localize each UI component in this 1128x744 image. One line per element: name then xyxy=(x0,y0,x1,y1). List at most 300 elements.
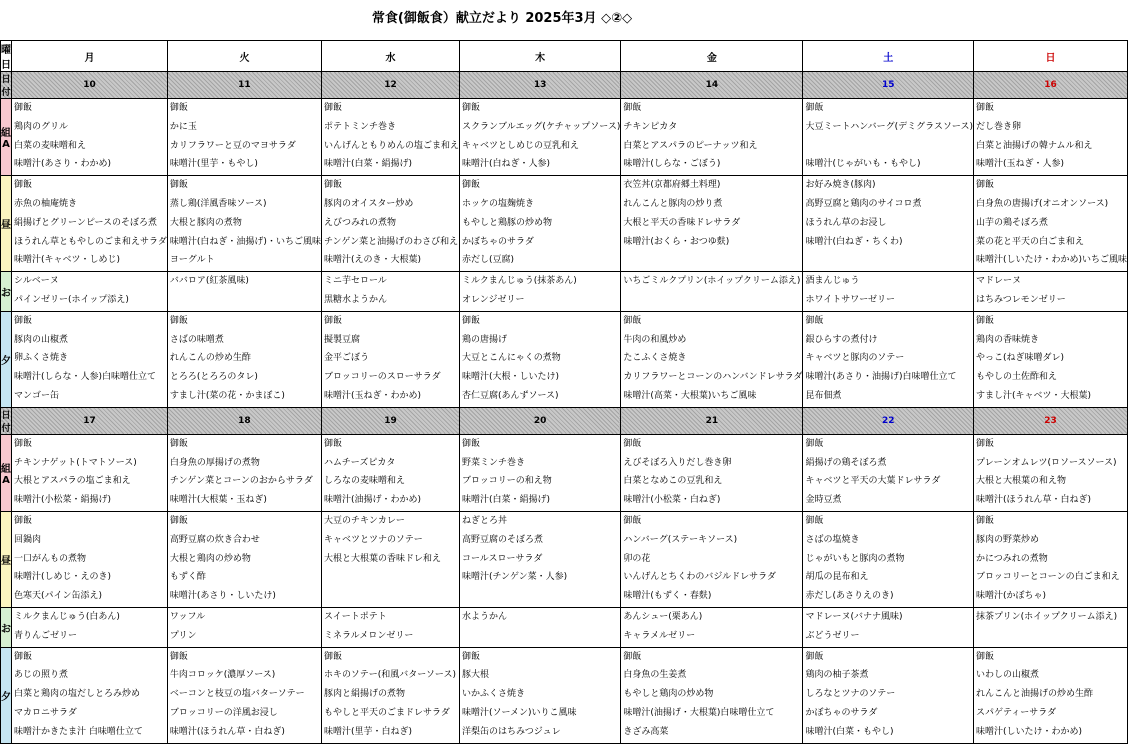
row-label-yu: 夕 xyxy=(1,647,12,743)
menu-cell-items xyxy=(460,512,620,606)
menu-cell xyxy=(803,99,974,176)
menu-item: 山芋の鶏そぼろ煮 xyxy=(975,217,1048,228)
menu-cell xyxy=(167,647,321,743)
menu-item: キャベツとツナのソテー xyxy=(323,534,423,545)
menu-item: 御飯 xyxy=(14,103,33,113)
menu-item: 味噌汁(じゃがいも・もやし) xyxy=(805,159,921,170)
menu-cell-items xyxy=(621,99,802,174)
day-header-thu: 木 xyxy=(459,41,620,72)
menu-item: 大根と鶏肉の炒め物 xyxy=(169,553,251,564)
menu-cell xyxy=(459,99,620,176)
menu-cell-items xyxy=(12,608,167,646)
date-row xyxy=(1,407,1128,434)
menu-item: 味噌汁(小松菜・絹揚げ) xyxy=(14,495,112,506)
menu-item: 御飯 xyxy=(623,315,642,326)
menu-item: 御飯 xyxy=(975,515,994,526)
date-cell-fri: 21 xyxy=(621,407,803,434)
menu-item: あじの照り煮 xyxy=(14,670,69,681)
menu-item: お好み焼き(豚肉) xyxy=(805,180,876,191)
menu-cell-items xyxy=(803,312,973,406)
menu-item: きざみ高菜 xyxy=(623,726,669,737)
menu-item: しろなの麦味噌和え xyxy=(323,476,405,487)
menu-cell-items xyxy=(460,312,620,406)
menu-cell xyxy=(973,99,1127,176)
menu-item xyxy=(324,587,459,606)
meal-row-kumi xyxy=(1,99,1128,176)
menu-item: えびそぼろ入りだし巻き卵 xyxy=(623,457,732,468)
menu-item: 御飯 xyxy=(169,438,188,449)
meal-row-kumi xyxy=(1,434,1128,511)
menu-item: 御飯 xyxy=(805,515,824,526)
menu-item: もずく酢 xyxy=(169,572,206,583)
menu-item: いかふくさ焼き xyxy=(461,689,525,700)
menu-item: 高野豆腐の炊き合わせ xyxy=(169,534,260,545)
menu-item xyxy=(170,291,321,310)
menu-item: 鶏肉の香味焼き xyxy=(975,334,1039,345)
menu-item: 味噌汁(ソーメン)いりこ風味 xyxy=(461,707,577,718)
menu-cell xyxy=(803,272,974,312)
menu-item: ミルクまんじゅう(白あん) xyxy=(14,611,120,622)
menu-cell-items xyxy=(322,512,459,606)
date-cell-mon: 17 xyxy=(12,407,168,434)
row-label-o: お xyxy=(1,607,12,647)
menu-cell-items xyxy=(12,512,167,606)
menu-cell xyxy=(803,176,974,272)
meal-row-o xyxy=(1,272,1128,312)
menu-item: プレーンオムレツ(ロソースソース) xyxy=(975,457,1117,468)
menu-item: 銀ひらすの煮付け xyxy=(805,334,878,345)
menu-item: 味噌汁(白ねぎ・油揚げ)・いちご風味 xyxy=(169,236,321,247)
menu-cell xyxy=(167,311,321,407)
menu-cell xyxy=(621,176,803,272)
menu-item: キャベツと平天の大葉ドレサラダ xyxy=(805,476,941,487)
row-label-yu: 夕 xyxy=(1,311,12,407)
menu-cell-items xyxy=(168,176,321,270)
menu-cell xyxy=(803,607,974,647)
menu-item: 絹揚げの鶏そぼろ煮 xyxy=(805,457,887,468)
menu-item: 御飯 xyxy=(169,180,188,191)
menu-item: ミルクまんじゅう(抹茶あん) xyxy=(461,276,577,287)
menu-item: 味噌汁(チンゲン菜・人参) xyxy=(461,572,568,583)
menu-cell-items xyxy=(974,435,1127,510)
menu-item: 鶏肉のグリル xyxy=(14,121,69,132)
menu-item: 御飯 xyxy=(323,103,342,113)
menu-cell xyxy=(12,176,168,272)
menu-item xyxy=(805,251,973,270)
menu-item: 味噌汁(白菜・絹揚げ) xyxy=(461,495,550,506)
menu-item: 白身魚の唐揚げ(オニオンソース) xyxy=(975,198,1109,209)
menu-cell-items xyxy=(12,99,167,174)
menu-item: 味噌汁(玉ねぎ・人参) xyxy=(975,159,1065,170)
menu-item: れんこんと油揚げの炒め生酢 xyxy=(975,689,1093,700)
menu-item: マンゴー缶 xyxy=(14,390,60,401)
menu-cell-items xyxy=(803,608,973,646)
menu-item: 味噌汁(油揚げ・わかめ) xyxy=(323,495,421,506)
menu-item: ねぎとろ丼 xyxy=(461,515,507,526)
menu-cell-items xyxy=(12,312,167,406)
day-header-sat: 土 xyxy=(803,41,974,72)
menu-item: 味噌汁(大根葉・玉ねぎ) xyxy=(169,495,267,506)
menu-item: 御飯 xyxy=(169,315,188,326)
menu-item: 味噌汁(白ねぎ・人参) xyxy=(461,159,550,170)
menu-item: やっこ(ねぎ味噌ダレ) xyxy=(975,353,1065,364)
menu-item: 白菜と油揚げの韓ナムル和え xyxy=(975,140,1093,151)
menu-item: 味噌汁(白菜・絹揚げ) xyxy=(323,159,412,170)
menu-item: 味噌汁(しいたけ・わかめ) xyxy=(975,726,1083,737)
menu-item: オレンジゼリー xyxy=(461,294,525,305)
menu-cell xyxy=(973,647,1127,743)
menu-item xyxy=(324,568,459,587)
day-header-tue: 火 xyxy=(167,41,321,72)
day-header-sun: 日 xyxy=(973,41,1127,72)
menu-item: スイートポテト xyxy=(323,611,387,622)
menu-item: かにつみれの煮物 xyxy=(975,553,1048,564)
menu-item xyxy=(805,137,973,156)
menu-cell-items xyxy=(322,176,459,270)
menu-item: チンゲン菜と油揚げのわさび和え xyxy=(323,236,459,247)
menu-item: 御飯 xyxy=(805,438,824,449)
menu-cell-items xyxy=(803,435,973,510)
menu-item: 味噌汁(しいたけ・わかめ)いちご風味 xyxy=(975,255,1128,266)
menu-item: ワッフル xyxy=(169,611,206,622)
menu-cell xyxy=(167,99,321,176)
menu-item: 金平ごぼう xyxy=(323,353,369,364)
menu-cell xyxy=(167,272,321,312)
menu-item: 青りんごゼリー xyxy=(14,630,78,641)
menu-item: いわしの山椒煮 xyxy=(975,670,1039,681)
menu-item: ホッケの塩麹焼き xyxy=(461,198,534,209)
day-header-wed: 水 xyxy=(321,41,459,72)
menu-item: 味噌汁(白ねぎ・ちくわ) xyxy=(805,236,903,247)
menu-cell-items xyxy=(460,272,620,310)
menu-item: 御飯 xyxy=(975,103,994,113)
menu-item xyxy=(623,251,802,270)
menu-item: 蒸し鶏(洋風香味ソース) xyxy=(169,198,267,209)
menu-item: 御飯 xyxy=(461,103,480,113)
menu-item: 赤だし(豆腐) xyxy=(461,255,514,266)
menu-item: 白菜とアスパラのピーナッツ和え xyxy=(623,140,758,151)
menu-item: 御飯 xyxy=(975,315,994,326)
menu-item xyxy=(976,627,1127,646)
menu-item: 酒まんじゅう xyxy=(805,276,860,287)
menu-item: ベーコンと枝豆の塩バターソテー xyxy=(169,689,305,700)
menu-item: 御飯 xyxy=(323,651,342,662)
menu-item: 牛肉コロッケ(濃厚ソース) xyxy=(169,670,276,681)
menu-item: ブロッコリーとコーンの白ごま和え xyxy=(975,572,1120,583)
menu-cell xyxy=(321,647,459,743)
menu-cell xyxy=(12,311,168,407)
menu-item: プリン xyxy=(169,630,197,641)
menu-cell-items xyxy=(168,312,321,406)
date-label: 日付 xyxy=(1,72,12,99)
menu-cell xyxy=(973,511,1127,607)
menu-cell xyxy=(621,647,803,743)
menu-cell xyxy=(621,511,803,607)
row-label-hiru: 昼 xyxy=(1,176,12,272)
menu-cell xyxy=(973,176,1127,272)
menu-item: 御飯 xyxy=(975,180,994,191)
menu-item: かに玉 xyxy=(169,121,197,132)
menu-cell-items xyxy=(803,176,973,270)
date-row xyxy=(1,72,1128,99)
menu-cell xyxy=(12,434,168,511)
menu-item: はちみつレモンゼリー xyxy=(975,294,1066,305)
menu-item: 水ようかん xyxy=(461,611,507,622)
menu-item xyxy=(462,587,620,606)
menu-cell-items xyxy=(974,512,1127,606)
menu-item: 大豆ミートハンバーグ(デミグラスソース) xyxy=(805,121,973,132)
menu-cell-items xyxy=(974,312,1127,406)
menu-item: あんシュー(栗あん) xyxy=(623,611,703,622)
menu-item: 味噌汁(しらな・ごぼう) xyxy=(623,159,721,170)
menu-cell xyxy=(803,434,974,511)
menu-cell xyxy=(321,99,459,176)
menu-cell xyxy=(12,99,168,176)
menu-cell-items xyxy=(12,435,167,510)
menu-item: 大根と大根葉の和え物 xyxy=(975,476,1066,487)
menu-cell xyxy=(973,311,1127,407)
menu-item: 御飯 xyxy=(623,515,642,526)
menu-item: ミネラルメロンゼリー xyxy=(323,630,414,641)
menu-item: 御飯 xyxy=(805,315,824,326)
menu-item: れんこんと豚肉の炒り煮 xyxy=(623,198,723,209)
menu-item: ホワイトサワーゼリー xyxy=(805,294,896,305)
menu-item: さばの味噌煮 xyxy=(169,334,224,345)
menu-item: パインゼリー(ホイップ添え) xyxy=(14,294,129,305)
menu-item: 御飯 xyxy=(461,438,480,449)
menu-item: 御飯 xyxy=(461,315,480,326)
menu-item: ミニ芋セロール xyxy=(323,276,387,287)
menu-item: シルベーヌ xyxy=(14,276,59,287)
menu-cell xyxy=(621,311,803,407)
menu-item: 白菜となめこの豆乳和え xyxy=(623,476,723,487)
menu-item: 卯の花 xyxy=(623,553,651,564)
menu-item: もやしと鶏豚の炒め物 xyxy=(461,217,552,228)
menu-item: 大根と平天の香味ドレサラダ xyxy=(623,217,741,228)
row-label-o: お xyxy=(1,272,12,312)
menu-cell xyxy=(321,511,459,607)
date-cell-wed: 19 xyxy=(321,407,459,434)
menu-cell-items xyxy=(168,99,321,174)
menu-item: 味噌汁(キャベツ・しめじ) xyxy=(14,255,121,266)
menu-item: 洋梨缶のはちみつジュレ xyxy=(461,726,561,737)
menu-item: マドレーヌ(バナナ風味) xyxy=(805,611,903,622)
menu-item: 高野豆腐のそぼろ煮 xyxy=(461,534,543,545)
date-cell-wed: 12 xyxy=(321,72,459,99)
menu-item: 御飯 xyxy=(14,315,33,326)
menu-cell-items xyxy=(168,272,321,310)
menu-cell-items xyxy=(621,512,802,606)
menu-item: 御飯 xyxy=(169,515,188,526)
menu-cell xyxy=(167,176,321,272)
menu-item: たこふくさ焼き xyxy=(623,353,687,364)
menu-item: キャベツとしめじの豆乳和え xyxy=(461,140,579,151)
menu-cell-items xyxy=(322,312,459,406)
menu-item xyxy=(462,627,620,646)
menu-item: 卵ふくさ焼き xyxy=(14,353,69,364)
date-cell-tue: 11 xyxy=(167,72,321,99)
menu-item: カリフラワーと豆のマヨサラダ xyxy=(169,140,296,151)
menu-item: 赤だし(あさりえのき) xyxy=(805,591,894,602)
date-cell-sun: 16 xyxy=(973,72,1127,99)
menu-cell xyxy=(321,272,459,312)
menu-item: えびつみれの煮物 xyxy=(323,217,396,228)
menu-item: 御飯 xyxy=(14,651,33,662)
menu-item: 牛肉の和風炒め xyxy=(623,334,687,345)
menu-item: 味噌汁(あさり・油揚げ)白味噌仕立て xyxy=(805,372,957,383)
menu-cell xyxy=(621,99,803,176)
menu-cell xyxy=(459,176,620,272)
menu-cell xyxy=(803,311,974,407)
menu-item: ブロッコリーのスローサラダ xyxy=(323,372,441,383)
menu-cell-items xyxy=(803,648,973,742)
menu-cell-items xyxy=(168,648,321,742)
menu-item: 高野豆腐と鶏肉のサイコロ煮 xyxy=(805,198,922,209)
menu-item: ヨーグルト xyxy=(169,255,215,266)
menu-item: 白菜の麦味噌和え xyxy=(14,140,87,151)
menu-item: チキンピカタ xyxy=(623,121,678,132)
menu-cell xyxy=(621,607,803,647)
menu-cell xyxy=(321,311,459,407)
menu-cell-items xyxy=(322,648,459,742)
meal-row-o xyxy=(1,607,1128,647)
row-label-hiru: 昼 xyxy=(1,511,12,607)
date-cell-sat: 22 xyxy=(803,407,974,434)
menu-item: 味噌汁(えのき・大根葉) xyxy=(323,255,421,266)
menu-item: キャベツと豚肉のソテー xyxy=(805,353,905,364)
menu-item: スパゲティーサラダ xyxy=(975,707,1057,718)
menu-item: 味噌汁(あさり・わかめ) xyxy=(14,159,112,170)
menu-cell-items xyxy=(621,608,802,646)
menu-item: 御飯 xyxy=(623,651,642,662)
menu-item: とろろ(とろろのタレ) xyxy=(169,372,258,383)
menu-item: 抹茶プリン(ホイップクリーム添え) xyxy=(975,611,1118,622)
menu-item: ブロッコリーの洋風お浸し xyxy=(169,707,278,718)
menu-item: 御飯 xyxy=(323,180,342,191)
page-title: 常食(御飯食）献立だより 2025年3月 ◇②◇ xyxy=(371,11,633,26)
menu-cell-items xyxy=(168,512,321,606)
menu-cell xyxy=(459,311,620,407)
meal-row-hiru xyxy=(1,176,1128,272)
menu-item: 御飯 xyxy=(805,103,824,113)
menu-cell-items xyxy=(974,176,1127,270)
menu-cell xyxy=(167,607,321,647)
menu-item: 御飯 xyxy=(169,103,188,113)
menu-item: 味噌汁(高菜・大根葉)いちご風味 xyxy=(623,390,757,401)
menu-cell xyxy=(321,176,459,272)
menu-item: しろなとツナのソテー xyxy=(805,689,896,700)
menu-item: 御飯 xyxy=(975,438,994,449)
menu-item: じゃがいもと豚肉の煮物 xyxy=(805,553,905,564)
menu-item: もやしと平天のごまドレサラダ xyxy=(323,707,450,718)
menu-item: ハムチーズピカタ xyxy=(323,457,396,468)
menu-cell-items xyxy=(460,648,620,742)
date-cell-mon: 10 xyxy=(12,72,168,99)
menu-cell xyxy=(621,434,803,511)
menu-item: 絹揚げとグリーンピースのそぼろ煮 xyxy=(14,217,158,228)
corner-label: 曜日 xyxy=(1,41,12,72)
menu-item: ホキのソテー(和風バターソース) xyxy=(323,670,456,681)
menu-item: 味噌汁(大根・しいたけ) xyxy=(461,372,559,383)
menu-item: 野菜ミンチ巻き xyxy=(461,457,525,468)
menu-cell-items xyxy=(168,435,321,510)
menu-item: だし巻き卵 xyxy=(975,121,1021,132)
menu-item: ぶどうゼリー xyxy=(805,630,860,641)
menu-item: 味噌汁(おくら・おつゆ麩) xyxy=(623,236,730,247)
day-header-mon: 月 xyxy=(12,41,168,72)
menu-cell-items xyxy=(974,608,1127,646)
menu-item: 御飯 xyxy=(14,515,33,526)
meal-row-hiru xyxy=(1,511,1128,607)
menu-item: 一口がんもの煮物 xyxy=(14,553,87,564)
row-label-kumi: 組A xyxy=(1,99,12,176)
menu-item: 衣笠丼(京都府郷土料理) xyxy=(623,180,721,191)
menu-item: 味噌汁(あさり・しいたけ) xyxy=(169,591,276,602)
menu-item: ハンバーグ(ステーキソース) xyxy=(623,534,738,545)
menu-item: 味噌汁(かぼちゃ) xyxy=(975,591,1047,602)
date-cell-tue: 18 xyxy=(167,407,321,434)
menu-item: 昆布佃煮 xyxy=(805,390,842,401)
menu-cell-items xyxy=(974,99,1127,174)
menu-item: 味噌汁(しめじ・えのき) xyxy=(14,572,112,583)
date-cell-thu: 20 xyxy=(459,407,620,434)
menu-cell xyxy=(12,511,168,607)
menu-item: 鶏肉の柚子茶煮 xyxy=(805,670,869,681)
menu-cell-items xyxy=(621,312,802,406)
menu-item: 豚肉と絹揚げの煮物 xyxy=(323,689,405,700)
menu-cell-items xyxy=(12,648,167,742)
menu-item: 豚肉の野菜炒め xyxy=(975,534,1039,545)
menu-cell xyxy=(12,272,168,312)
date-cell-sun: 23 xyxy=(973,407,1127,434)
day-header-row xyxy=(1,41,1128,72)
menu-item: 黒糖水ようかん xyxy=(323,294,387,305)
menu-item: マカロニサラダ xyxy=(14,707,77,718)
menu-cell-items xyxy=(621,435,802,510)
menu-item: カリフラワーとコーンのハンバンドレサラダ xyxy=(623,372,803,383)
menu-cell xyxy=(459,607,620,647)
menu-item: チキンナゲット(トマトソース) xyxy=(14,457,137,468)
menu-item: 御飯 xyxy=(14,438,33,449)
menu-cell-items xyxy=(322,435,459,510)
menu-item: 大根と豚肉の煮物 xyxy=(169,217,242,228)
menu-cell xyxy=(167,434,321,511)
day-header-fri: 金 xyxy=(621,41,803,72)
menu-item: 味噌汁(ほうれん草・白ねぎ) xyxy=(169,726,285,737)
menu-item: ほうれん草ともやしのごま和えサラダ xyxy=(14,236,167,247)
menu-item: マドレーヌ xyxy=(975,276,1021,287)
menu-item: スクランブルエッグ(ケチャップソース) xyxy=(461,121,621,132)
menu-item: すまし汁(菜の花・かまぼこ) xyxy=(169,390,285,401)
menu-item: いんげんとちくわのバジルドレサラダ xyxy=(623,572,777,583)
menu-cell-items xyxy=(460,608,620,646)
menu-cell xyxy=(459,511,620,607)
menu-cell xyxy=(321,607,459,647)
menu-cell-items xyxy=(322,608,459,646)
menu-item: 赤魚の柚庵焼き xyxy=(14,198,78,209)
menu-cell xyxy=(621,272,803,312)
menu-item: さばの塩焼き xyxy=(805,534,860,545)
menu-cell-items xyxy=(803,99,973,174)
menu-item: 御飯 xyxy=(461,651,480,662)
menu-item: 御飯 xyxy=(14,180,33,191)
menu-item: 大根とアスパラの塩ごま和え xyxy=(14,476,131,487)
menu-item: ブロッコリーの和え物 xyxy=(461,476,552,487)
menu-cell xyxy=(973,272,1127,312)
menu-cell xyxy=(459,272,620,312)
menu-item: かぼちゃのサラダ xyxy=(461,236,534,247)
menu-cell xyxy=(167,511,321,607)
